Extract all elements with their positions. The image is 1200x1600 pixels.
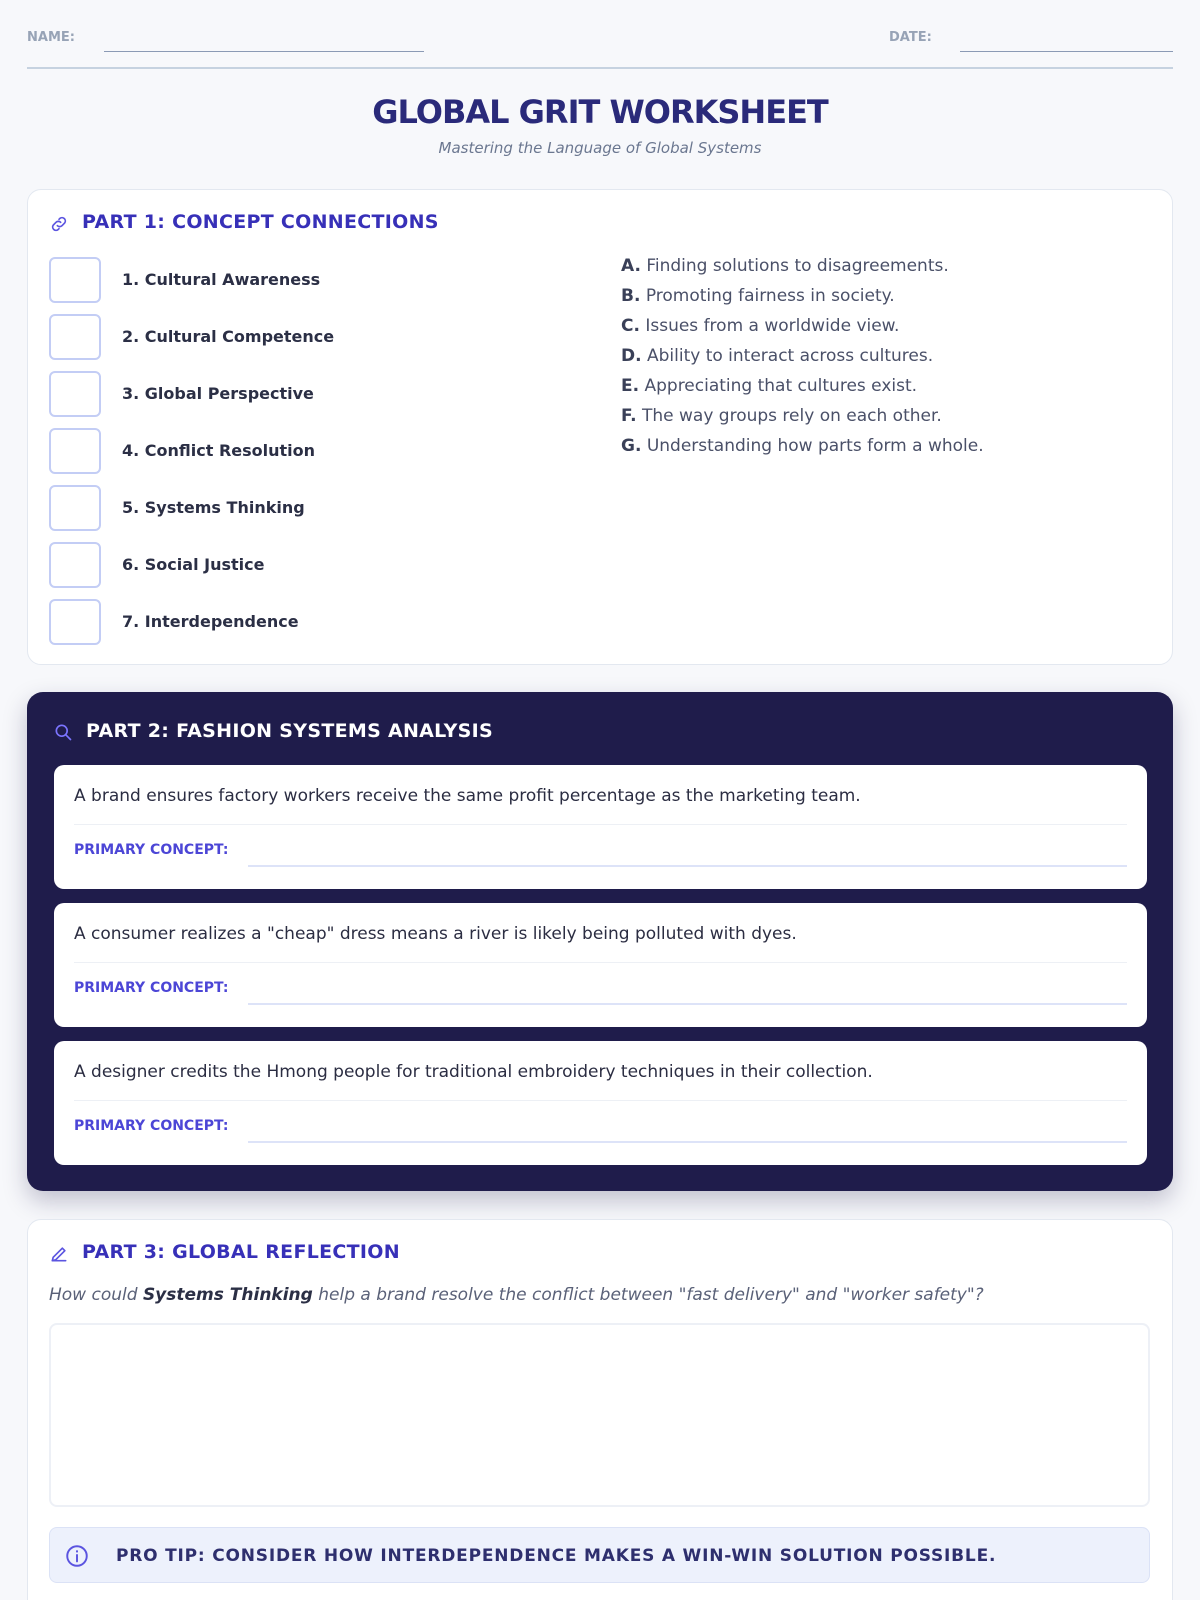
term-label: 7. Interdependence — [122, 612, 299, 631]
scenario-card — [54, 903, 1147, 1027]
page-title: GLOBAL GRIT WORKSHEET — [372, 93, 828, 131]
answer-letter-box[interactable] — [49, 257, 101, 303]
definition-letter: G. — [621, 436, 642, 456]
primary-concept-answer-line[interactable] — [248, 1141, 1127, 1143]
reflection-answer-box[interactable] — [49, 1323, 1150, 1507]
definition-text: Promoting fairness in society. — [645, 286, 895, 306]
scenario-card — [54, 765, 1147, 889]
part1-card — [27, 189, 1173, 665]
scenario-divider — [74, 1100, 1127, 1101]
term-row — [49, 599, 549, 645]
pro-tip-banner — [49, 1527, 1150, 1583]
date-field[interactable] — [960, 51, 1173, 52]
header-divider — [27, 67, 1173, 69]
primary-concept-answer-line[interactable] — [248, 1003, 1127, 1005]
date-label: DATE: — [889, 30, 932, 45]
scenario-text: A brand ensures factory workers receive the same profit percentage as the marketing team. — [74, 786, 861, 806]
scenario-card — [54, 1041, 1147, 1165]
term-label: 4. Conflict Resolution — [122, 441, 316, 460]
primary-concept-label: PRIMARY CONCEPT: — [74, 842, 229, 858]
term-label: 6. Social Justice — [122, 555, 265, 574]
term-label: 5. Systems Thinking — [122, 498, 305, 517]
term-row — [49, 485, 549, 531]
definition-item — [621, 346, 933, 366]
definition-letter: F. — [621, 406, 637, 426]
definition-letter: C. — [621, 316, 640, 336]
scenario-text: A consumer realizes a "cheap" dress means a river is likely being polluted with dyes. — [74, 924, 797, 944]
definition-letter: E. — [621, 376, 640, 396]
name-label: NAME: — [27, 30, 75, 45]
definition-text: Finding solutions to disagreements. — [646, 256, 949, 276]
definition-text: The way groups rely on each other. — [641, 406, 942, 426]
answer-letter-box[interactable] — [49, 314, 101, 360]
part3-card — [27, 1219, 1173, 1600]
reflection-question — [49, 1285, 984, 1305]
question-text-start: How could — [49, 1285, 143, 1305]
answer-letter-box[interactable] — [49, 428, 101, 474]
page-subtitle: Mastering the Language of Global Systems — [438, 139, 762, 157]
term-row — [49, 371, 549, 417]
primary-concept-label: PRIMARY CONCEPT: — [74, 980, 229, 996]
answer-letter-box[interactable] — [49, 542, 101, 588]
definition-text: Issues from a worldwide view. — [645, 316, 900, 336]
part3-heading: PART 3: GLOBAL REFLECTION — [82, 1241, 400, 1263]
term-label: 1. Cultural Awareness — [122, 270, 321, 289]
definition-item — [621, 406, 942, 426]
answer-letter-box[interactable] — [49, 485, 101, 531]
scenario-divider — [74, 962, 1127, 963]
question-emphasis: Systems Thinking — [142, 1285, 313, 1305]
term-row — [49, 257, 549, 303]
pencil-icon — [49, 1244, 69, 1264]
worksheet-header — [0, 0, 1200, 70]
primary-concept-answer-line[interactable] — [248, 865, 1127, 867]
link-icon — [49, 214, 69, 234]
term-row — [49, 542, 549, 588]
definition-text: Appreciating that cultures exist. — [644, 376, 918, 396]
part1-heading: PART 1: CONCEPT CONNECTIONS — [82, 211, 439, 233]
definition-letter: A. — [621, 256, 641, 276]
info-icon — [64, 1543, 90, 1569]
definition-letter: D. — [621, 346, 642, 366]
term-label: 2. Cultural Competence — [122, 327, 335, 346]
definition-item — [621, 436, 984, 456]
scenario-text: A designer credits the Hmong people for traditional embroidery techniques in their collection. — [74, 1062, 873, 1082]
primary-concept-label: PRIMARY CONCEPT: — [74, 1118, 229, 1134]
part2-heading: PART 2: FASHION SYSTEMS ANALYSIS — [86, 720, 494, 742]
term-row — [49, 314, 549, 360]
definition-item — [621, 316, 899, 336]
part2-panel — [27, 692, 1173, 1191]
definition-text: Ability to interact across cultures. — [646, 346, 934, 366]
scenario-divider — [74, 824, 1127, 825]
pro-tip-text: PRO TIP: CONSIDER HOW INTERDEPENDENCE MAKES A WIN-WIN SOLUTION POSSIBLE. — [116, 1546, 997, 1566]
definition-item — [621, 256, 949, 276]
definition-letter: B. — [621, 286, 641, 306]
answer-letter-box[interactable] — [49, 599, 101, 645]
answer-letter-box[interactable] — [49, 371, 101, 417]
question-text-end: help a brand resolve the conflict between "fast delivery" and "worker safety"? — [312, 1285, 984, 1305]
definition-item — [621, 376, 917, 396]
definition-text: Understanding how parts form a whole. — [646, 436, 984, 456]
name-field[interactable] — [104, 51, 424, 52]
term-label: 3. Global Perspective — [122, 384, 314, 403]
term-row — [49, 428, 549, 474]
search-icon — [53, 722, 73, 742]
definition-item — [621, 286, 895, 306]
